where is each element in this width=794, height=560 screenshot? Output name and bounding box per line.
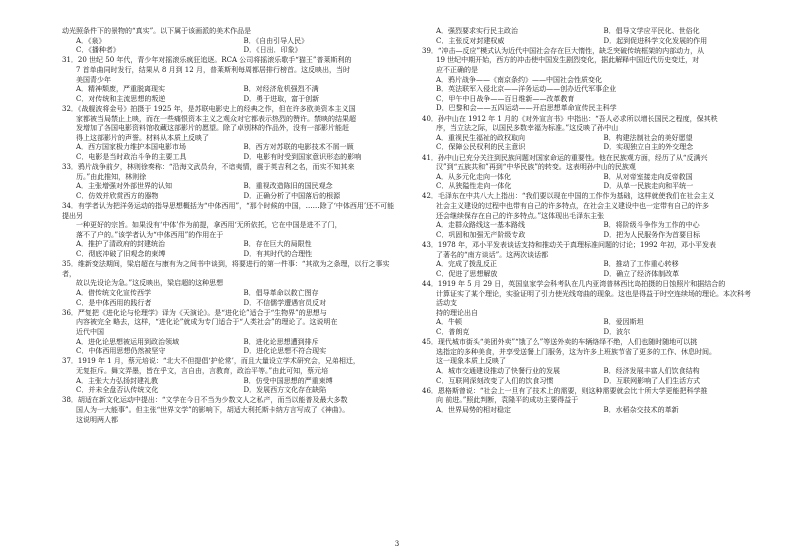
question-block bbox=[422, 387, 757, 416]
question-stem-line: 故以先设论为急。”这反映出，梁启超的这种思想 bbox=[76, 279, 224, 288]
question-block bbox=[62, 357, 397, 395]
question-stem-line: 38．胡适在新文化运动中提出：“文学在今日不当为少数文人之私产，而当以能普及最大多数 bbox=[62, 396, 348, 405]
answer-option: A．《泉》 bbox=[76, 36, 106, 45]
answer-option: C．并未全盘否认传统文化 bbox=[76, 386, 159, 395]
answer-options bbox=[422, 367, 757, 386]
question-block bbox=[422, 338, 757, 386]
answer-options bbox=[422, 260, 757, 279]
answer-option: C．是中体西用的践行者 bbox=[76, 298, 152, 307]
answer-option: C．中体西用思想仍然被坚守 bbox=[76, 347, 166, 356]
question-stem-line: 46．恩格斯曾说：“社会上一旦有了技术上的需要，则这种需要就会比十所大学更能把科学推 bbox=[422, 386, 708, 395]
answer-option: B．倡导文学应平民化、世俗化 bbox=[603, 27, 700, 35]
question-stem-line: 内容被完全 略去，这样，“进化论”就成为专门适合于“人类社会”的理论了。这说明在 bbox=[76, 318, 338, 327]
answer-option: D．巴黎和会——五四运动——开启思想革命宣传民主科学 bbox=[436, 104, 617, 113]
answer-option: C．彻底冲破了旧观念的束缚 bbox=[76, 250, 166, 259]
answer-option: C．电影是当时政治斗争的主要工具 bbox=[76, 152, 187, 161]
question-stem-line: 国人为一大能事”。但主张“世界文学”的影响下，胡适大利托斯卡纳方言写成了《神曲》。 bbox=[76, 405, 350, 414]
answer-option: B．将阶级斗争作为工作的中心 bbox=[603, 221, 700, 230]
question-stem-line: 还会继续保存在自己的许多特点。”这体现出毛泽东主张 bbox=[436, 211, 605, 220]
answer-option: A．进化论思想被运用到政治领域 bbox=[76, 337, 180, 346]
answer-option: A．西方国家极力维护本国电影市场 bbox=[76, 143, 187, 152]
answer-option: B．构建法制社会的美好愿望 bbox=[603, 133, 693, 142]
answer-option: D．互联网影响了人们生活方式 bbox=[603, 376, 701, 385]
question-stem-line: 一种更好的宗旨。如果没有‘中体’作为前提，拿西用‘无所依托，它在中国是进不了门， bbox=[76, 221, 342, 230]
answer-options bbox=[422, 221, 757, 240]
answer-option: B．仿受中国思想的严重束缚 bbox=[243, 376, 333, 385]
answer-option: C．《播种者》 bbox=[76, 46, 120, 55]
answer-option: D．把为人民服务作为首要目标 bbox=[603, 230, 701, 239]
question-stem-line: 动光照条件下的景物的“真实”。以下属于该画派的美术作品是 bbox=[62, 27, 252, 35]
question-block bbox=[422, 115, 757, 153]
question-stem-line: 应不正确的是 bbox=[436, 65, 478, 74]
question-stem-line: 36．严复把《进化论与伦理学》译为《天演论》。是“进化论”适合于“生物界”的思想与 bbox=[62, 308, 327, 317]
answer-option: D．波尔 bbox=[603, 327, 631, 336]
question-stem-line: 美国青少年 bbox=[76, 75, 111, 84]
answer-options bbox=[62, 182, 397, 201]
answer-option: A．鸦片战争——《南京条约》——中国社会性质变化 bbox=[436, 75, 603, 84]
answer-option: A．精神颓废，严重脱离现实 bbox=[76, 85, 166, 94]
answer-option: D．勇于进取，富于创新 bbox=[243, 94, 320, 103]
question-stem-line: 落不了户的。”该学者认为“中体西用”的作用在于 bbox=[76, 230, 224, 239]
answer-option: B．经济发展丰富人们饮食结构 bbox=[603, 366, 700, 375]
answer-options bbox=[62, 240, 397, 259]
answer-option: C．仿效并欣赏西方的器物 bbox=[76, 191, 159, 200]
question-stem-line: 这说明两人都 bbox=[76, 415, 118, 424]
answer-option: A．完成了拨乱反正 bbox=[436, 260, 498, 269]
question-stem-line: 序，当立法之际，以国民多数幸福为标准。”这反映了孙中山 bbox=[436, 124, 619, 133]
question-block bbox=[422, 27, 757, 46]
answer-option: D．《日出．印象》 bbox=[243, 46, 302, 55]
answer-option: B．存在巨大的局限性 bbox=[243, 240, 312, 249]
answer-option: B．进化论思想遭到排斥 bbox=[243, 337, 319, 346]
answer-option: D．正确分析了中国落后的根源 bbox=[243, 191, 341, 200]
question-block bbox=[62, 309, 397, 357]
question-stem-line: 向 前进。”照此判断，袁隆平的成功主要得益于 bbox=[436, 396, 579, 405]
answer-option: D．电影有时受到国家意识形态的影响 bbox=[243, 152, 362, 161]
left-column bbox=[62, 27, 397, 426]
answer-options bbox=[62, 338, 397, 357]
answer-options bbox=[62, 143, 397, 162]
answer-options bbox=[422, 318, 757, 337]
answer-option: A．主张大力弘扬封建礼教 bbox=[76, 376, 159, 385]
answer-options bbox=[422, 27, 757, 46]
answer-option: B．英法联军入侵北京——洋务运动——创办近代军事企业 bbox=[436, 85, 617, 94]
question-block bbox=[62, 260, 397, 308]
answer-option: D．起到促进科学文化发展的作用 bbox=[603, 36, 708, 45]
question-stem-line: 42．毛泽东在中共八大上指出：“我们要以现在中国的工作作为基础，这样就使我们在社会主义 bbox=[422, 192, 715, 201]
question-stem-line: 43．1978 年，邓小平发表谈话支持和推动关于真理标准问题的讨论；1992 年初，邓小平发表 bbox=[422, 241, 716, 250]
answer-option: A．重视民生福祉的政权取向 bbox=[436, 133, 526, 142]
answer-option: B．《自由引导人民》 bbox=[243, 36, 309, 45]
answer-option: C．巩固和加强无产阶级专政 bbox=[436, 230, 526, 239]
answer-option: A．世界局势的相对稳定 bbox=[436, 405, 512, 414]
answer-option: D．从单一民族走向和平统一 bbox=[603, 182, 694, 191]
answer-option: C．互联网深刻改变了人们的饮食习惯 bbox=[436, 376, 554, 385]
question-stem-line: 35．维新变法期间，梁启超在与康有为之间书中谈到，将要进行的第一件事：“其欲为之条理，以行之事实者， bbox=[62, 260, 390, 278]
question-stem-line: 了著名的“南方谈话”。这两次谈话都 bbox=[436, 250, 549, 259]
question-block bbox=[62, 163, 397, 201]
answer-options bbox=[422, 173, 757, 192]
answer-option: A．推护了清政府的封建统治 bbox=[76, 240, 166, 249]
answer-option: D．不信儒学遭遇官员反对 bbox=[243, 298, 327, 307]
answer-option: C．对传统和主流思想的叛逆 bbox=[76, 94, 166, 103]
question-stem-line: 家都被当局禁止上映，而在一些痛恨资本主义之观众对它都表示热烈的赞许。禁映的结果超 bbox=[76, 114, 356, 123]
answer-option: B．重视改造陈旧的国民观念 bbox=[243, 182, 333, 191]
answer-option: A．牛顿 bbox=[436, 318, 463, 327]
question-block bbox=[422, 192, 757, 240]
question-stem-line: 37．1919 年 1 月，蔡元培说：“北大不但提倡‘护伦常’，而且大量设立学术研究会，兄弟相迁， bbox=[62, 357, 360, 366]
question-stem-line: 31．20 世纪 50 年代，青少年对摇滚乐疯狂追逐。RCA 公司将摇滚乐歌手“猫王”普莱斯利的 bbox=[62, 56, 352, 65]
answer-option: C．甲午中日战争——百日维新——改革教育 bbox=[436, 94, 575, 103]
question-stem-line: 39．“冲击—反应”模式认为近代中国社会存在巨大惰性，缺乏突破传统框架的内部动力，从 bbox=[422, 46, 705, 55]
question-block bbox=[62, 396, 397, 425]
answer-option: B．从对帝室接走向反帝救国 bbox=[603, 172, 693, 181]
question-stem-line: 41．孙中山已充分关注到民族问题对国家命运的重要性。他在民族观方面，经历了从“反满兴 bbox=[422, 153, 708, 162]
answer-option: D．确立了经济体制改革 bbox=[603, 269, 680, 278]
question-block bbox=[422, 280, 757, 338]
answer-option: C．从狭隘性走向一体化 bbox=[436, 182, 512, 191]
question-stem-line: 近代中国 bbox=[76, 327, 104, 336]
question-stem-line: 这一现象本质上反映了 bbox=[436, 357, 506, 366]
answer-option: B．水稻杂交技术的革新 bbox=[603, 405, 679, 414]
question-stem-line: 得上这部影片的声誉。材料从本质上反映了 bbox=[76, 133, 209, 142]
question-stem-line: 44．1919 年 5 月 29 日，英国皇家学会科考队在几内亚湾普林西比岛拍摄的日蚀照片和据结合的 bbox=[422, 280, 726, 288]
answer-option: D．实现独立自主的外交理念 bbox=[603, 143, 694, 152]
answer-option: D．进化论思想不符合现实 bbox=[243, 347, 327, 356]
answer-options bbox=[62, 289, 397, 308]
answer-option: A．走群众路线这一基本路线 bbox=[436, 221, 526, 230]
question-block bbox=[422, 47, 757, 114]
question-stem-line: 持的理论出自 bbox=[436, 308, 478, 317]
question-stem-line: 19 世纪中期开始，西方的冲击使中国发生剧烈变化，据此解释中国近代历史变迁，对 bbox=[436, 56, 700, 65]
page-number: 3 bbox=[394, 540, 400, 548]
answer-options bbox=[62, 37, 397, 56]
answer-option: C．保障公民权利的民主意识 bbox=[436, 143, 526, 152]
question-block bbox=[62, 202, 397, 260]
answer-option: A．从多元化走向一体化 bbox=[436, 172, 512, 181]
answer-option: C．主张反对封建权威 bbox=[436, 36, 505, 45]
answer-options bbox=[422, 134, 757, 153]
question-stem-line: 历。”由此推知，林则徐 bbox=[76, 172, 147, 181]
question-stem-line: 32．《战舰波将金号》拍摄于 1925 年，是苏联电影史上的经典之作，但在许多欧美资本主义国 bbox=[62, 104, 356, 113]
question-block bbox=[62, 56, 397, 104]
question-stem-line: 33．鸦片战争前夕，林则徐奏称：“沿海文武员弁，不谙夷情，震于英吉利之名，而实不知其来 bbox=[62, 163, 355, 172]
answer-option: C．普朗克 bbox=[436, 327, 470, 336]
answer-option: D．发展西方文化存在缺陷 bbox=[243, 386, 327, 395]
question-block bbox=[62, 105, 397, 163]
answer-option: A．城市交通建设推动了快餐行业的发展 bbox=[436, 366, 561, 375]
answer-options bbox=[422, 76, 757, 114]
answer-options bbox=[62, 377, 397, 396]
answer-option: B．对经济危机强烈不满 bbox=[243, 85, 319, 94]
answer-option: B．爱因斯坦 bbox=[603, 318, 644, 327]
answer-option: C．促进了思想解放 bbox=[436, 269, 498, 278]
question-stem-line: 无复拒斥。舞文弄墨，皆在乎文，言自由，言教育，政治平等。”由此可知，蔡元培 bbox=[76, 366, 329, 375]
answer-option: B．西方对苏联的电影技术不屑一顾 bbox=[243, 143, 354, 152]
answer-options bbox=[422, 406, 757, 416]
question-stem-line: 45．现代城市街头“美团外卖”“饿了么”等送外卖的车辆络绎不绝，人们也随时随地可以挑 bbox=[422, 338, 698, 347]
question-stem-line: 计算证实了某个理论，实验证明了引力使光线弯曲的现象。这也是得益于时空连续场的理论。本次科考活动支 bbox=[436, 289, 751, 308]
answer-option: A．借传统文化宣传西学 bbox=[76, 289, 152, 297]
question-stem-line: 40．孙中山在 1912 年 1 月的《对外宣言书》中指出：“吾人必求所以增长国民之程度，保其秩 bbox=[422, 114, 718, 123]
answer-option: A．强烈要求实行民主政治 bbox=[436, 27, 519, 35]
question-stem-line: 发增加了各国电影资料馆收藏这部影片的愿望。除了卓别林的作品外，没有一部影片能赶 bbox=[76, 124, 349, 133]
question-stem-line: 社会主义建设的过程中也带有自己的许多特点，在社会主义建设中也一定带有自己的许多 bbox=[436, 202, 709, 211]
question-block bbox=[422, 154, 757, 192]
right-column bbox=[422, 27, 757, 416]
question-stem-line: 汉”到“五族共和”再到“中华民族”的转变。这表明孙中山的民族观 bbox=[436, 163, 636, 172]
answer-option: A．主张增强对外部世界的认知 bbox=[76, 182, 173, 191]
question-block bbox=[62, 27, 397, 56]
answer-option: B．倡导革命以救亡图存 bbox=[243, 289, 319, 297]
answer-option: D．有其时代的合理性 bbox=[243, 250, 313, 259]
question-stem-line: 34．有学者认为把洋务运动的指导思想概括为“中体西用”，“那个时候的中国，……除了‘中体西用’还不可能提出另 bbox=[62, 202, 395, 220]
answer-options bbox=[62, 85, 397, 104]
question-stem-line: 选指定的多种美食，并享受送餐上门服务，这为许多上班族节省了更多的工作、休息时间。 bbox=[436, 347, 716, 356]
question-stem-line: 7 首单曲同时发行，结果从 8 月到 12 月，普莱斯利每周都居排行榜首。这反映出，当时 bbox=[76, 65, 350, 74]
question-block bbox=[422, 241, 757, 279]
answer-option: B．推动了工作重心转移 bbox=[603, 260, 679, 269]
